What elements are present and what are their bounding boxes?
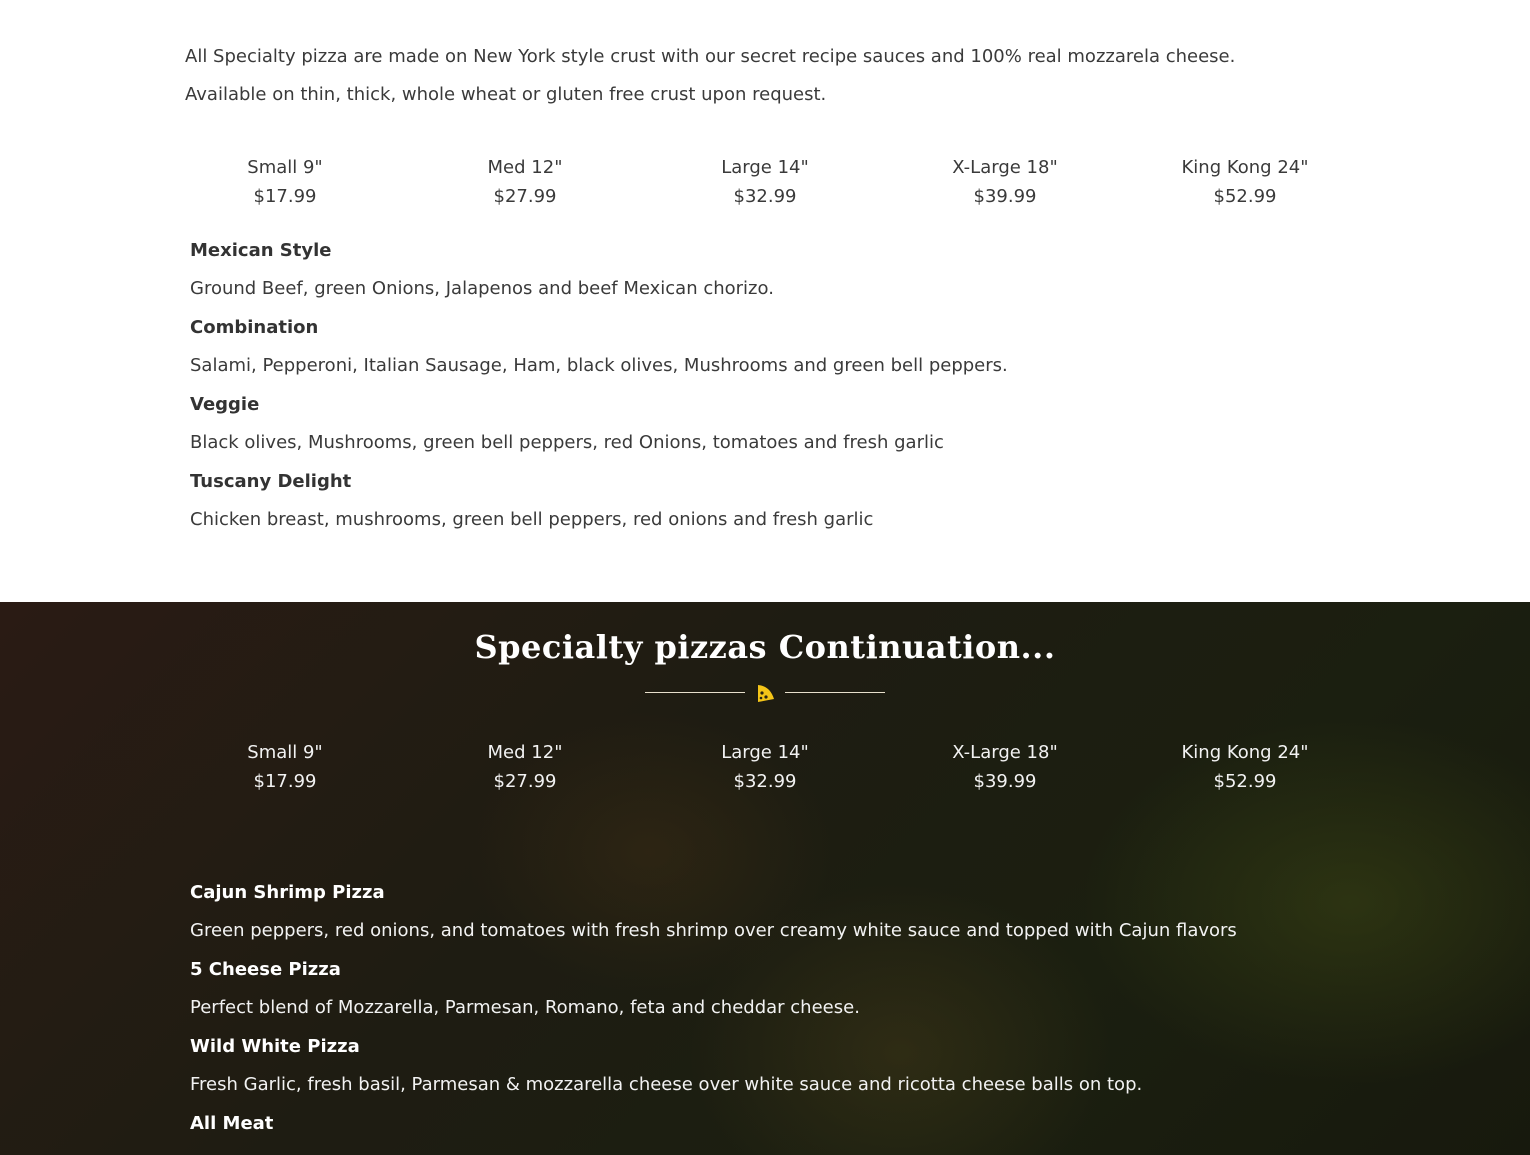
size-option-large: [645, 153, 885, 211]
size-label: Small 9": [247, 157, 323, 178]
size-label: King Kong 24": [1181, 157, 1309, 178]
size-price-row: [165, 738, 1365, 796]
menu-item-name: Tuscany Delight: [190, 471, 352, 492]
size-price: $52.99: [1213, 186, 1277, 207]
intro-line-availability: Available on thin, thick, whole wheat or gluten free crust upon request.: [185, 84, 827, 105]
specialty-intro: [185, 38, 1365, 114]
size-label: King Kong 24": [1181, 742, 1309, 763]
pizza-slice-icon: [754, 0, 776, 2]
size-option-small: [165, 738, 405, 796]
size-label: X-Large 18": [952, 742, 1058, 763]
menu-item-name: 5 Cheese Pizza: [190, 959, 341, 980]
menu-item-desc: Ground Beef, green Onions, Jalapenos and beef Mexican chorizo.: [190, 278, 774, 299]
size-price: $39.99: [973, 186, 1037, 207]
menu-item-name: Mexican Style: [190, 240, 332, 261]
size-option-small: [165, 153, 405, 211]
specialty-menu-list: [190, 231, 1390, 539]
divider-line-left: [645, 692, 745, 693]
pizza-slice-icon: [754, 682, 776, 704]
size-price: $17.99: [253, 186, 317, 207]
menu-item-name: Veggie: [190, 394, 260, 415]
size-option-med: [405, 153, 645, 211]
menu-item-desc: [190, 1143, 1390, 1155]
size-label: X-Large 18": [952, 157, 1058, 178]
size-label: Med 12": [487, 742, 563, 763]
section-title: Specialty pizzas Continuation...: [474, 628, 1056, 666]
menu-item-desc: Salami, Pepperoni, Italian Sausage, Ham, black olives, Mushrooms and green bell peppers.: [190, 355, 1008, 376]
size-option-kingkong: [1125, 738, 1365, 796]
menu-item-name: Wild White Pizza: [190, 1036, 360, 1057]
size-label: Large 14": [721, 742, 809, 763]
size-price: $52.99: [1213, 771, 1277, 792]
size-option-large: [645, 738, 885, 796]
menu-item-name: Cajun Shrimp Pizza: [190, 882, 385, 903]
size-option-xlarge: [885, 738, 1125, 796]
size-label: Large 14": [721, 157, 809, 178]
menu-item-name: Combination: [190, 317, 319, 338]
size-label: Med 12": [487, 157, 563, 178]
intro-line-crust: All Specialty pizza are made on New York style crust with our secret recipe sauces and 100% real mozzarela cheese.: [185, 46, 1236, 67]
menu-item-name: All Meat: [190, 1113, 274, 1134]
menu-item-desc: Fresh Garlic, fresh basil, Parmesan & mozzarella cheese over white sauce and ricotta cheese balls on top.: [190, 1074, 1143, 1095]
menu-item-desc: Black olives, Mushrooms, green bell peppers, red Onions, tomatoes and fresh garlic: [190, 432, 944, 453]
continuation-menu-list: [190, 873, 1390, 1155]
size-price: $32.99: [733, 771, 797, 792]
menu-item-desc: Chicken breast, mushrooms, green bell peppers, red onions and fresh garlic: [190, 509, 874, 530]
divider-line-right: [785, 692, 885, 693]
menu-item-desc: Perfect blend of Mozzarella, Parmesan, Romano, feta and cheddar cheese.: [190, 997, 860, 1018]
size-price: $17.99: [253, 771, 317, 792]
size-price: $32.99: [733, 186, 797, 207]
size-option-kingkong: [1125, 153, 1365, 211]
specialty-continuation-section: [0, 602, 1530, 1155]
menu-item-desc: Green peppers, red onions, and tomatoes with fresh shrimp over creamy white sauce and topped with Cajun flavors: [190, 920, 1237, 941]
title-divider: [645, 682, 885, 704]
size-price: $39.99: [973, 771, 1037, 792]
size-price-row: [165, 153, 1365, 211]
size-price: $27.99: [493, 771, 557, 792]
size-label: Small 9": [247, 742, 323, 763]
size-option-med: [405, 738, 645, 796]
size-option-xlarge: [885, 153, 1125, 211]
size-price: $27.99: [493, 186, 557, 207]
